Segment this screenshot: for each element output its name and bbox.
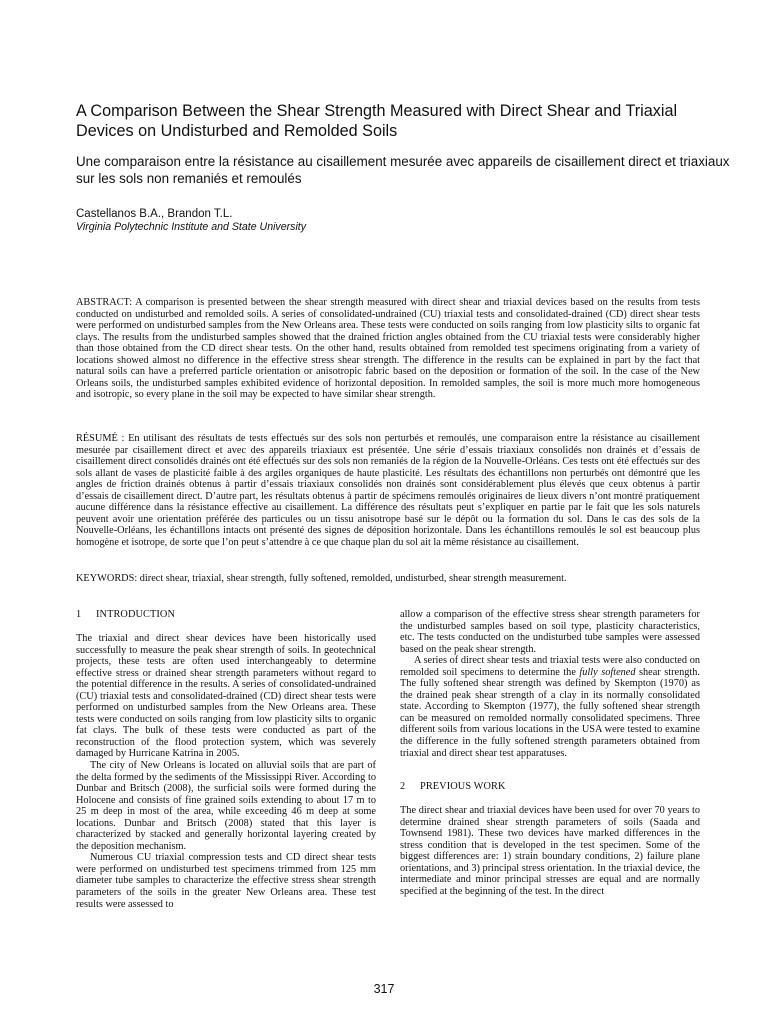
previous-work-paragraph: The direct shear and triaxial devices have been used for over 70 years to determine drained shear strength parameters of soils (Saada and Townsend 1981). These two devices have marked differences in the stress condition that is developed in the test specimen. Some of the biggest differences are: 1) strain boundary conditions, 2) failure plane orientations, and 3) principal stress orientation. In the triaxial device, the intermediate and minor principal stresses are equal and are normally specified at the beginning of the test. In the direct <box>400 805 700 897</box>
paragraph-text: A series of direct shear tests and triaxial tests were also conducted on remolded soil specimens to determine the <box>400 655 700 678</box>
right-column <box>400 609 700 897</box>
authors: Castellanos B.A., Brandon T.L. <box>76 208 233 220</box>
section-heading-previous-work <box>400 781 700 793</box>
section-number: 2 <box>400 781 406 793</box>
intro-paragraph: The triaxial and direct shear devices have been historically used successfully to measure the peak shear strength of soils. In geotechnical projects, these tests are often used interchangeably to determine effective stress or drained shear strength parameters without regard to the potential difference in the results. A series of consolidated-undrained (CU) triaxial tests and consolidated-drained (CD) direct shear tests were performed on undisturbed samples from the New Orleans area. These tests were conducted on soils ranging from low plasticity silts to organic fat clays. The bulk of these tests were conducted as part of the reconstruction of the flood protection system, which was severely damaged by Hurricane Katrina in 2005. <box>76 633 376 760</box>
abstract: ABSTRACT: A comparison is presented between the shear strength measured with direct shear and triaxial devices based on the results from tests conducted on undisturbed and remolded soils. A series of consolidated-undrained (CU) triaxial tests and consolidated-drained (CD) direct shear tests were performed on undisturbed samples from the New Orleans area. These tests were conducted on soils ranging from low plasticity silts to organic fat clays. The results from the undisturbed samples showed that the drained friction angles obtained from the CU triaxial tests were considerably higher than those obtained from the CD direct shear tests. On the other hand, results obtained from remolded test specimens originating from a variety of locations showed almost no difference in the effective stress shear strength. The difference in the results can be explained in part by the fact that natural soils can have a preferred particle orientation or anisotropic fabric based on the deposition or formation of the soil. In the case of the New Orleans soils, the undisturbed samples exhibited evidence of horizontal deposition. In remolded samples, the soil is more much more homogeneous and isotropic, so every plane in the soil may be expected to have similar shear strength. <box>76 297 700 401</box>
left-column <box>76 609 376 910</box>
paragraph-text: shear strength. The fully softened shear strength was defined by Skempton (1970) as the drained peak shear strength of a clay in its normally consolidated state. According to Skempton (1977), the fully softened shear strength can be measured on remolded normally consolidated specimens. Three different soils from various locations in the USA were tested to examine the difference in the fully softened strength parameters obtained from triaxial and direct shear test apparatuses. <box>400 666 700 759</box>
section-title: PREVIOUS WORK <box>420 781 506 793</box>
intro-paragraph-continued: allow a comparison of the effective stress shear strength parameters for the undisturbed samples based on soil type, plasticity characteristics, etc. The tests conducted on the undisturbed tube samples were assessed based on the peak shear strength. <box>400 609 700 655</box>
affiliation: Virginia Polytechnic Institute and State University <box>76 221 307 233</box>
keywords: KEYWORDS: direct shear, triaxial, shear strength, fully softened, remolded, undisturbed, shear strength measurement. <box>76 573 567 584</box>
resume-french: RÉSUMÉ : En utilisant des résultats de tests effectués sur des sols non perturbés et remoulés, une comparaison entre la résistance au cisaillement mesurée par cisaillement direct et avec des appareils triaxiaux est présentée. Une série d’essais triaxiaux consolidés non drainés et d’essais de cisaillement direct consolidés drainés ont été effectués sur des sols non remaniés de la région de la Nouvelle-Orléans. Ces tests ont été effectués sur des sols allant de vases de plasticité faible à des argiles organiques de haute plasticité. Les résultats des échantillons non perturbés ont démontré que les angles de friction drainés obtenus à partir d’essais triaxiaux consolidés non drainés sont considérablement plus élevés que ceux obtenus à partir d’essais de cisaillement direct. D’autre part, les résultats obtenus à partir de spécimens remoulés originaires de lieux divers n’ont montré pratiquement aucune différence dans la résistance effective au cisaillement. La différence des résultats peut s’expliquer en partie par le fait que les sols naturels peuvent avoir une orientation préférée des particules ou un tissu anisotrope basé sur le dépôt ou la formation du sol. Dans le cas des sols de la Nouvelle-Orléans, les échantillons intacts ont présenté des signes de déposition horizontale. Dans les échantillons remoulés le sol est beaucoup plus homogène et isotrope, de sorte que l’on peut s’attendre à ce que chaque plan du sol ait la même résistance au cisaillement. <box>76 433 700 548</box>
section-title: INTRODUCTION <box>96 609 175 620</box>
intro-paragraph: Numerous CU triaxial compression tests and CD direct shear tests were performed on undisturbed test specimens trimmed from 125 mm diameter tube samples to characterize the effective stress shear strength parameters of the soils in the greater New Orleans area. These test results were assessed to <box>76 852 376 910</box>
paper-subtitle-french: Une comparaison entre la résistance au cisaillement mesurée avec appareils de cisaillement direct et triaxiaux sur les sols non remaniés et remoulés <box>76 154 730 186</box>
page-number: 317 <box>373 982 395 996</box>
fully-softened-term: fully softened <box>579 666 636 678</box>
intro-paragraph-remolded <box>400 655 700 759</box>
intro-paragraph: The city of New Orleans is located on alluvial soils that are part of the delta formed by the sediments of the Mississippi River. According to Dunbar and Britsch (2008), the surficial soils were formed during the Holocene and consists of fine grained soils extending to about 17 m to 25 m deep in most of the area, while exceeding 46 m deep at some locations. Dunbar and Britsch (2008) stated that this layer is characterized by stacked and generally horizontal layering created by the deposition mechanism. <box>76 760 376 852</box>
section-heading-introduction <box>76 609 376 621</box>
section-number: 1 <box>76 609 82 620</box>
paper-title: A Comparison Between the Shear Strength Measured with Direct Shear and Triaxial Devices on Undisturbed and Remolded Soils <box>76 102 678 140</box>
